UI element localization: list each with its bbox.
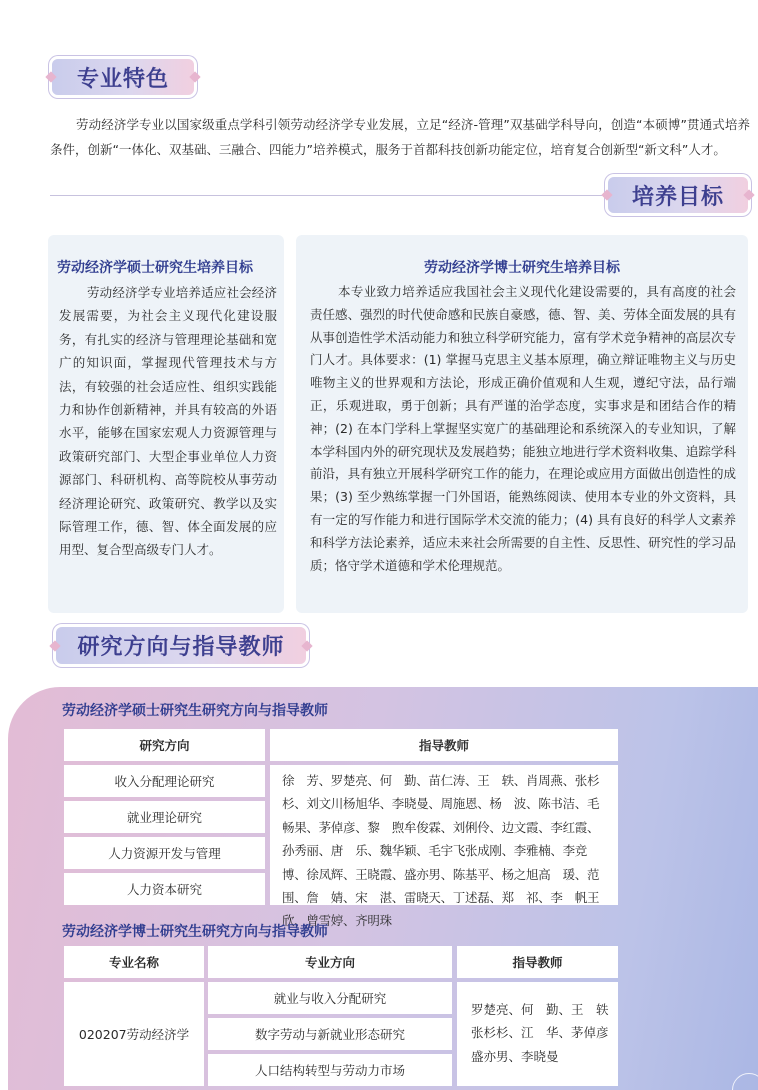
pill-corner-decoration — [601, 189, 612, 200]
pill-corner-decoration — [743, 189, 754, 200]
master-direction-cell: 人力资源开发与管理 — [64, 837, 265, 869]
doctor-table-header-teachers: 指导教师 — [457, 946, 618, 978]
master-goals-text: 劳动经济学专业培养适应社会经济发展需要，为社会主义现代化建设服务，有扎实的经济与管理理论基础和宽广的知识面，掌握现代管理技术与方法，有较强的社会适应性、组织实践能力和协作创新精神，并具有较高的外语水平，能够在国家宏观人力资源管理与政策研究部门、大型企事业单位人力资源部门、科研机构、高等院校从事劳动经济理论研究、政策研究、教学以及实际管理工作，德、智、体全面发展的应用型、复合型高级专门人才。 — [59, 285, 277, 558]
pill-corner-decoration — [49, 640, 60, 651]
master-table-header-direction: 研究方向 — [64, 729, 265, 761]
doctor-table-title: 劳动经济学博士研究生研究方向与指导教师 — [62, 924, 328, 940]
section-title-features-label: 专业特色 — [76, 66, 169, 92]
doctor-table-header-direction: 专业方向 — [208, 946, 452, 978]
doctor-teachers-cell: 罗楚亮、何 勤、王 轶张杉杉、江 华、茅倬彦盛亦男、李晓曼 — [457, 982, 618, 1086]
section-title-goals — [608, 177, 748, 213]
master-goals-title: 劳动经济学硕士研究生培养目标 — [57, 260, 253, 276]
doctor-goals-title: 劳动经济学博士研究生培养目标 — [424, 260, 620, 276]
master-goals-card — [48, 235, 284, 613]
master-direction-cell: 人力资本研究 — [64, 873, 265, 905]
section-title-goals-label: 培养目标 — [631, 184, 724, 210]
doctor-direction-cell: 数字劳动与新就业形态研究 — [208, 1018, 452, 1050]
divider — [50, 195, 602, 196]
pill-corner-decoration — [45, 71, 56, 82]
section-title-directions-label: 研究方向与指导教师 — [77, 635, 285, 660]
pill-corner-decoration — [301, 640, 312, 651]
section-title-features — [52, 59, 194, 95]
doctor-goals-text: 本专业致力培养适应我国社会主义现代化建设需要的，具有高度的社会责任感、强烈的时代使命感和民族自豪感，德、智、美、劳体全面发展的具有从事创造性学术活动能力和独立科学研究能力，富有学术竞争精神的高层次专门人才。具体要求：(1) 掌握马克思主义基本原理，确立辩证唯物主义与历史唯物主义的世界观和方法论，形成正确价值观和人生观，遵纪守法，品行端正，乐观进取，勇于创新；具有严谨的治学态度，实事求是和团结合作的精神；(2) 在本门学科上掌握坚实宽广的基础理论和系统深入的专业知识，了解本学科国内外的研究现状及发展趋势；能独立地进行学术资料收集、追踪学科前沿，具有独立开展科学研究工作的能力，在理论或应用方面做出创造性的成果；(3) 至少熟练掌握一门外国语，能熟练阅读、使用本专业的外文资料，具有一定的写作能力和进行国际学术交流的能力；(4) 具有良好的科学人文素养和科学方法论素养，适应未来社会所需要的自主性、反思性、研究性的学习品质；恪守学术道德和学术伦理规范。 — [310, 284, 736, 573]
master-direction-cell: 收入分配理论研究 — [64, 765, 265, 797]
master-table-header-teachers: 指导教师 — [270, 729, 618, 761]
master-table-title: 劳动经济学硕士研究生研究方向与指导教师 — [62, 703, 328, 719]
pill-corner-decoration — [189, 71, 200, 82]
section-title-directions — [56, 627, 306, 664]
doctor-goals-card — [296, 235, 748, 613]
doctor-direction-cell: 人口结构转型与劳动力市场 — [208, 1054, 452, 1086]
doctor-major-cell: 020207劳动经济学 — [64, 982, 204, 1086]
master-direction-cell: 就业理论研究 — [64, 801, 265, 833]
doctor-direction-cell: 就业与收入分配研究 — [208, 982, 452, 1014]
features-paragraph: 劳动经济学专业以国家级重点学科引领劳动经济学专业发展，立足“经济-管理”双基础学科导向，创造“本硕博”贯通式培养条件，创新“一体化、双基础、三融合、四能力”培养模式，服务于首都科技创新功能定位，培育复合创新型“新文科”人才。 — [50, 117, 750, 157]
doctor-table-header-major: 专业名称 — [64, 946, 204, 978]
master-teachers-cell: 徐 芳、罗楚亮、何 勤、苗仁涛、王 轶、肖周燕、张杉杉、刘文川杨旭华、李晓曼、周施恩、杨 波、陈书洁、毛畅果、茅倬彦、黎 煦牟俊霖、刘俐伶、边文霞、李红霞、孙秀丽、唐 乐、魏华颖、毛宇飞张成刚、李雅楠、李竞博、徐凤辉、王晓霞、盛亦男、陈基平、杨之旭高 瑗、范 围、詹 婧、宋 湛、雷晓天、丁述磊、郑 祁、李 帆王 欣、曾雪婷、齐明珠 — [270, 765, 618, 905]
